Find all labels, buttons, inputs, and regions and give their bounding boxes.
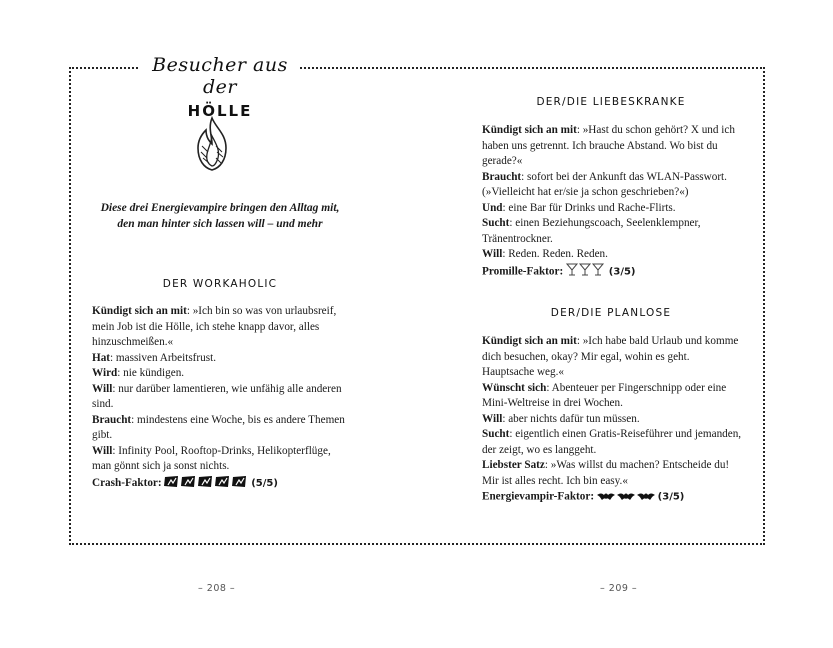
- rating-colon: :: [590, 490, 595, 503]
- crash-rating-icons: [164, 475, 248, 492]
- energievampir-rating-icons: [597, 489, 655, 505]
- entry-text: : eigentlich einen Gratis-Reiseführer und jemanden, der zeigt, wo es langgeht.: [482, 428, 742, 456]
- chapter-title: [140, 50, 300, 120]
- rating-line: [92, 475, 350, 492]
- entry-label: Kündigt sich an mit: [92, 305, 187, 317]
- entry-label: Braucht: [482, 170, 522, 183]
- entry-label: Hat: [92, 351, 111, 364]
- rating-score: (3/5): [657, 491, 685, 503]
- entry: [92, 444, 350, 475]
- liebeskranke-entries: [482, 123, 744, 280]
- entry: [482, 170, 744, 201]
- rating-line: [482, 489, 744, 505]
- section-title-liebeskranke: DER/DIE LIEBESKRANKE: [536, 96, 686, 108]
- entry-label: Wird: [92, 367, 118, 379]
- planlose-entries: [482, 334, 744, 505]
- entry: [482, 412, 744, 428]
- entry-text: : nur darüber lamentieren, wie unfähig alle anderen sind.: [92, 382, 342, 410]
- rating-colon: :: [157, 476, 162, 489]
- rating-score: (3/5): [608, 265, 636, 277]
- intro-text: Diese drei Energievampire bringen den Alltag mit, den man hinter sich lassen will – und mehr: [100, 202, 340, 230]
- entry-text: : Abenteuer per Fingerschnipp oder eine Mini-Weltreise in drei Wochen.: [482, 381, 727, 409]
- entry-text: : »Ich bin so was von urlaubsreif, mein Job ist die Hölle, ich stehe knapp davor, alles hinzuschmeißen.«: [92, 305, 337, 348]
- entry-text: : »Was willst du machen? Entscheide du! Mir ist alles recht. Ich bin easy.«: [482, 459, 730, 487]
- entry: [92, 382, 350, 413]
- section-title-workaholic: DER WORKAHOLIC: [162, 278, 278, 290]
- chapter-title-caps: HÖLLE: [187, 102, 253, 120]
- entry: [482, 458, 744, 489]
- promille-rating-icons: [566, 263, 606, 281]
- crash-icon: [164, 475, 248, 488]
- entry: [482, 381, 744, 412]
- entry-label: Sucht: [482, 428, 510, 440]
- page-number-left: – 208 –: [198, 583, 236, 594]
- entry: [92, 413, 350, 444]
- entry: [482, 334, 744, 381]
- chapter-title-script: Besucher aus der: [152, 54, 288, 98]
- entry: [92, 366, 350, 382]
- entry: [482, 201, 744, 217]
- entry-text: : mindestens eine Woche, bis es andere Themen gibt.: [92, 413, 345, 441]
- entry-text: : Reden. Reden. Reden.: [502, 248, 608, 260]
- entry-text: : einen Beziehungscoach, Seelenklempner, Tränentrockner.: [482, 217, 701, 245]
- entry-label: Sucht: [482, 217, 510, 229]
- entry-label: Wünscht sich: [482, 381, 547, 394]
- cocktail-glass-icon: [566, 263, 606, 277]
- entry-label: Will: [92, 382, 113, 395]
- entry-label: Und: [482, 201, 503, 214]
- entry-text: : »Hast du schon gehört? X und ich haben uns getrennt. Ich brauche Abstand. Wo bist du gerade?«: [482, 124, 735, 167]
- entry: [482, 427, 744, 458]
- workaholic-entries: [92, 304, 350, 491]
- entry-text: : sofort bei der Ankunft das WLAN-Passwort. (»Vielleicht hat er/sie ja schon geschrieben?«): [482, 170, 727, 198]
- entry-label: Kündigt sich an mit: [482, 124, 577, 136]
- page-number-right: – 209 –: [600, 583, 638, 594]
- rating-label: Energievampir-Faktor: [482, 490, 591, 503]
- entry: [92, 351, 350, 367]
- entry-label: Will: [482, 412, 503, 425]
- entry-text: : Infinity Pool, Rooftop-Drinks, Helikopterflüge, man gönnt sich ja sonst nichts.: [92, 444, 331, 472]
- entry-label: Braucht: [92, 413, 132, 426]
- rating-score: (5/5): [251, 477, 278, 489]
- rating-label: Crash-Faktor: [92, 476, 158, 489]
- section-title-planlose: DER/DIE PLANLOSE: [550, 307, 672, 319]
- entry-label: Liebster Satz: [482, 459, 545, 471]
- rating-label: Promille-Faktor: [482, 264, 560, 277]
- rating-colon: :: [559, 264, 564, 277]
- entry-text: : »Ich habe bald Urlaub und komme dich besuchen, okay? Mir egal, wohin es geht. Hauptsache weg.«: [482, 335, 739, 378]
- entry-text: : massiven Arbeitsfrust.: [110, 351, 216, 364]
- entry-text: : aber nichts dafür tun müssen.: [502, 412, 640, 425]
- entry: [482, 123, 744, 170]
- entry-label: Will: [92, 444, 113, 457]
- entry-label: Kündigt sich an mit: [482, 335, 577, 347]
- entry-text: : eine Bar für Drinks und Rache-Flirts.: [502, 201, 676, 214]
- entry-text: : nie kündigen.: [117, 367, 185, 379]
- entry: [482, 247, 744, 263]
- rating-line: [482, 263, 744, 281]
- entry-label: Will: [482, 248, 503, 260]
- entry: [482, 216, 744, 247]
- bat-icon: [597, 491, 655, 501]
- flame-icon: [192, 116, 232, 172]
- entry: [92, 304, 350, 351]
